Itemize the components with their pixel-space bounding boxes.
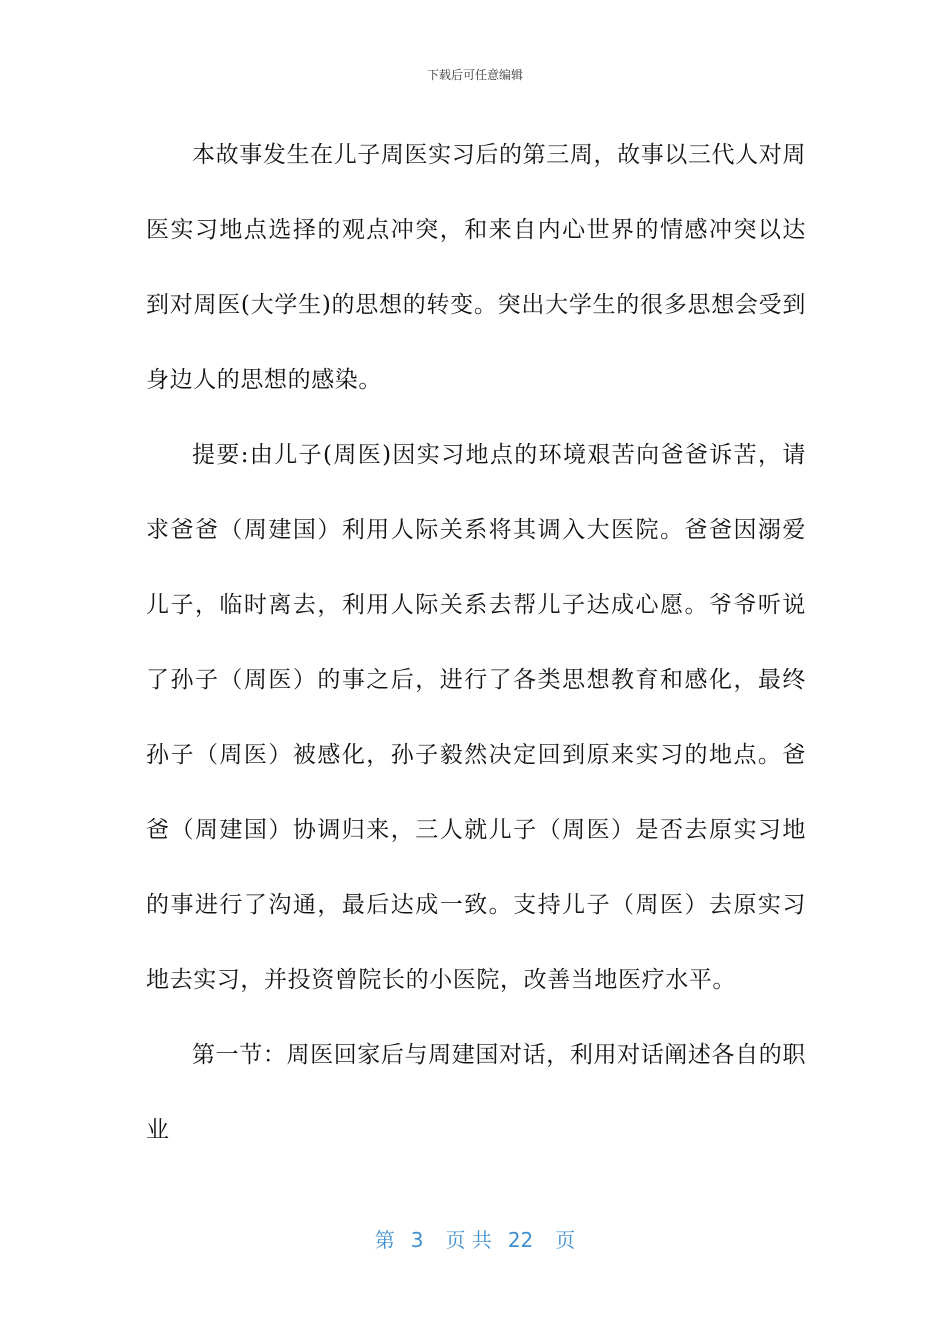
paragraph-intro: 本故事发生在儿子周医实习后的第三周，故事以三代人对周医实习地点选择的观点冲突，和来自内心世界的情感冲突以达到对周医(大学生)的思想的转变。突出大学生的很多思想会受到身边人的思想的感染。 xyxy=(146,142,806,393)
page-footer xyxy=(0,1224,950,1253)
footer-prefix: 第 xyxy=(374,1228,395,1252)
footer-current-page: 3 xyxy=(410,1228,424,1252)
footer-total-pages: 22 xyxy=(507,1228,534,1252)
document-body xyxy=(146,118,806,1168)
page-header xyxy=(0,66,950,83)
header-text: 下载后可任意编辑 xyxy=(426,68,523,82)
paragraph-section-one: 第一节：周医回家后与周建国对话，利用对话阐述各自的职业 xyxy=(146,1042,806,1143)
paragraph-summary: 提要:由儿子(周医)因实习地点的环境艰苦向爸爸诉苦，请求爸爸（周建国）利用人际关系将其调入大医院。爸爸因溺爱儿子，临时离去，利用人际关系去帮儿子达成心愿。爷爷听说了孙子（周医）的事之后，进行了各类思想教育和感化，最终孙子（周医）被感化，孙子毅然决定回到原来实习的地点。爸爸（周建国）协调归来，三人就儿子（周医）是否去原实习地的事进行了沟通，最后达成一致。支持儿子（周医）去原实习地去实习，并投资曾院长的小医院，改善当地医疗水平。 xyxy=(146,442,806,993)
footer-middle: 页 共 xyxy=(445,1228,492,1252)
footer-suffix: 页 xyxy=(555,1228,576,1252)
